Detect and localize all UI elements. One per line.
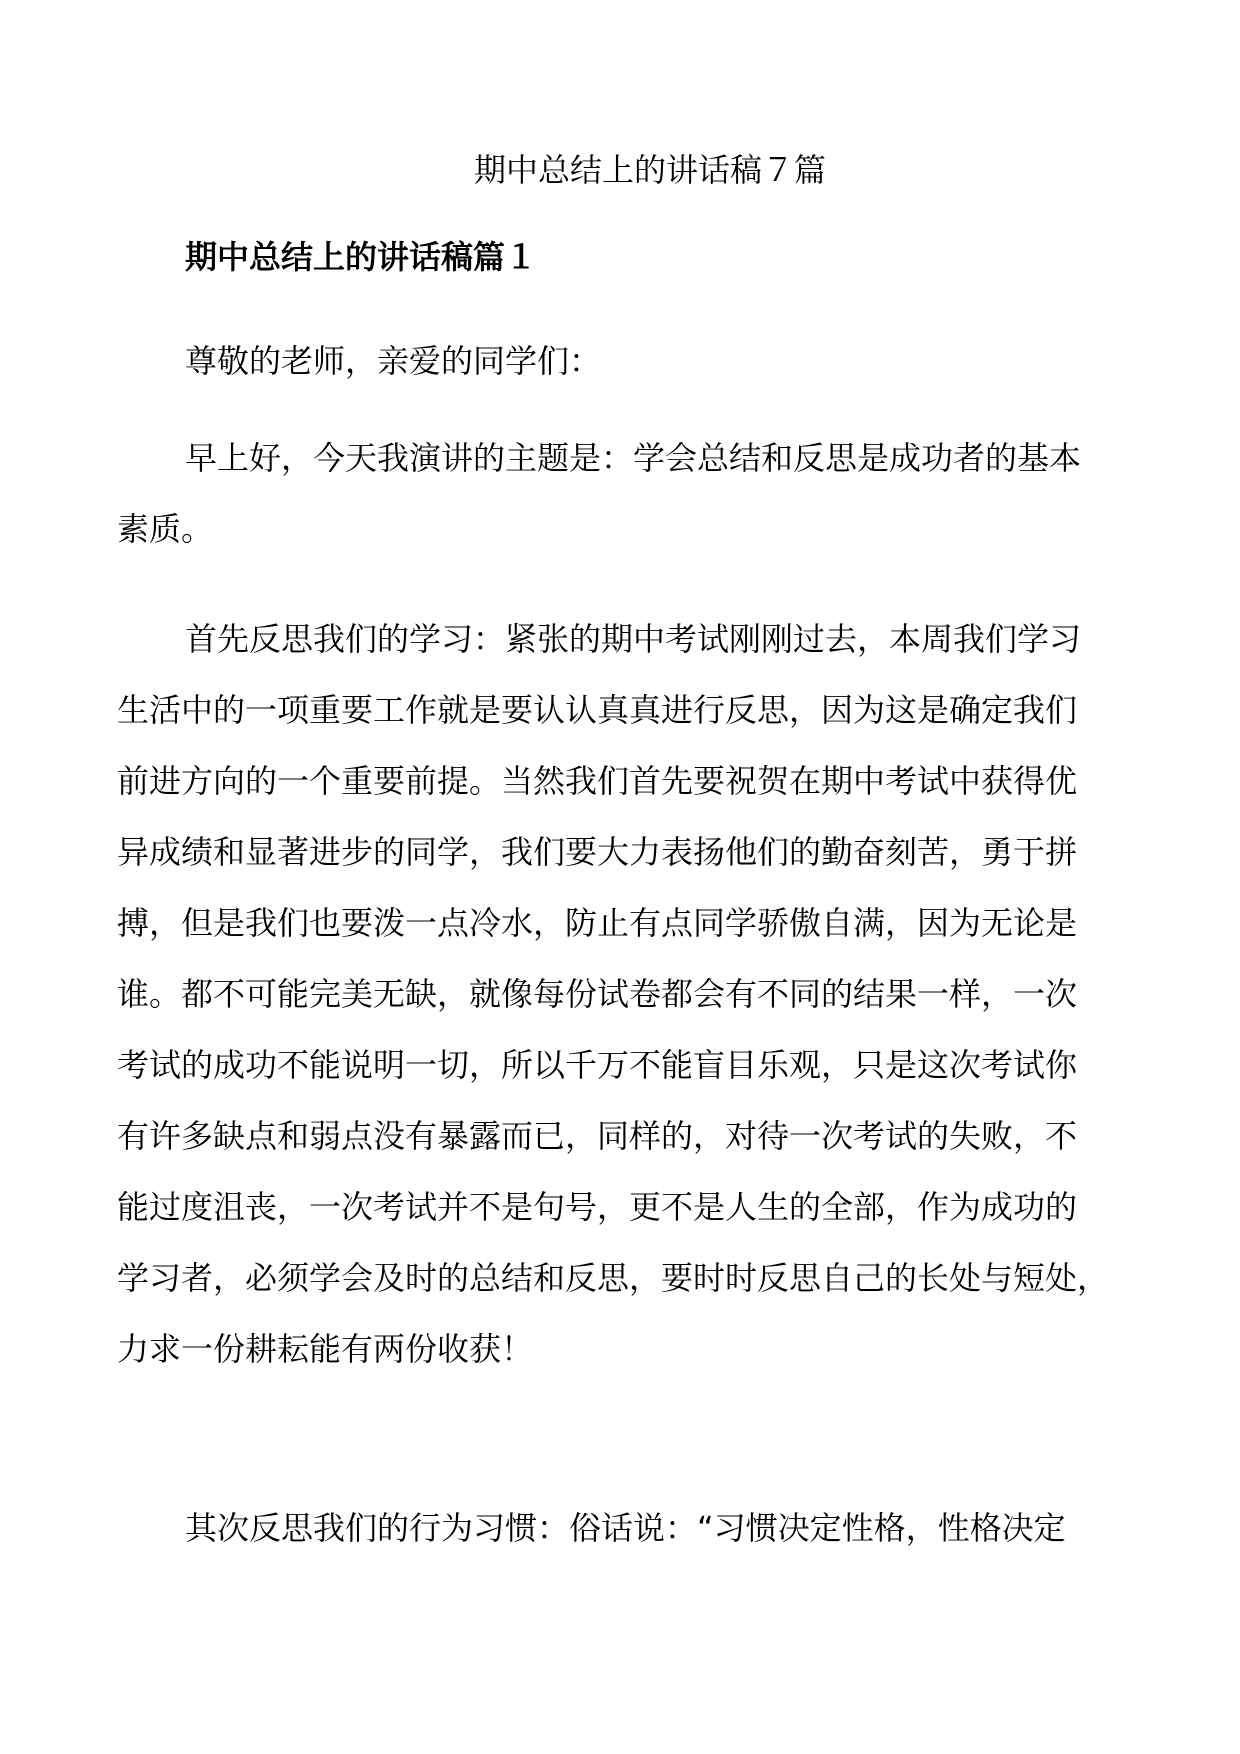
paragraph-salutation	[117, 326, 1147, 397]
text-line: 考试的成功不能说明一切，所以千万不能盲目乐观，只是这次考试你	[117, 1046, 1078, 1084]
paragraph-greeting	[117, 423, 1147, 565]
text-line: 生活中的一项重要工作就是要认认真真进行反思，因为这是确定我们	[117, 691, 1078, 729]
text-line: 搏，但是我们也要泼一点冷水，防止有点同学骄傲自满，因为无论是	[117, 904, 1078, 942]
section-heading: 期中总结上的讲话稿篇１	[185, 238, 538, 276]
paragraph-habit-reflection	[117, 1493, 1147, 1564]
text-line: 有许多缺点和弱点没有暴露而已，同样的，对待一次考试的失败，不	[117, 1117, 1078, 1155]
text-line: 学习者，必须学会及时的总结和反思，要时时反思自己的长处与短处，	[117, 1259, 1110, 1297]
text-line: 早上好，今天我演讲的主题是：学会总结和反思是成功者的基本	[185, 439, 1082, 477]
text-line: 谁。都不可能完美无缺，就像每份试卷都会有不同的结果一样，一次	[117, 975, 1078, 1013]
text-line: 能过度沮丧，一次考试并不是句号，更不是人生的全部，作为成功的	[117, 1188, 1078, 1226]
text-line: 尊敬的老师，亲爱的同学们：	[185, 342, 602, 380]
text-line: 首先反思我们的学习：紧张的期中考试刚刚过去，本周我们学习	[185, 620, 1082, 658]
text-line: 其次反思我们的行为习惯：俗话说：“习惯决定性格，性格决定	[185, 1509, 1066, 1547]
document-title: 期中总结上的讲话稿７篇	[473, 151, 826, 189]
text-line: 前进方向的一个重要前提。当然我们首先要祝贺在期中考试中获得优	[117, 762, 1078, 800]
text-line: 异成绩和显著进步的同学，我们要大力表扬他们的勤奋刻苦，勇于拼	[117, 833, 1078, 871]
paragraph-study-reflection	[117, 604, 1147, 1385]
text-line: 力求一份耕耘能有两份收获！	[117, 1330, 534, 1368]
text-line: 素质。	[117, 510, 214, 548]
